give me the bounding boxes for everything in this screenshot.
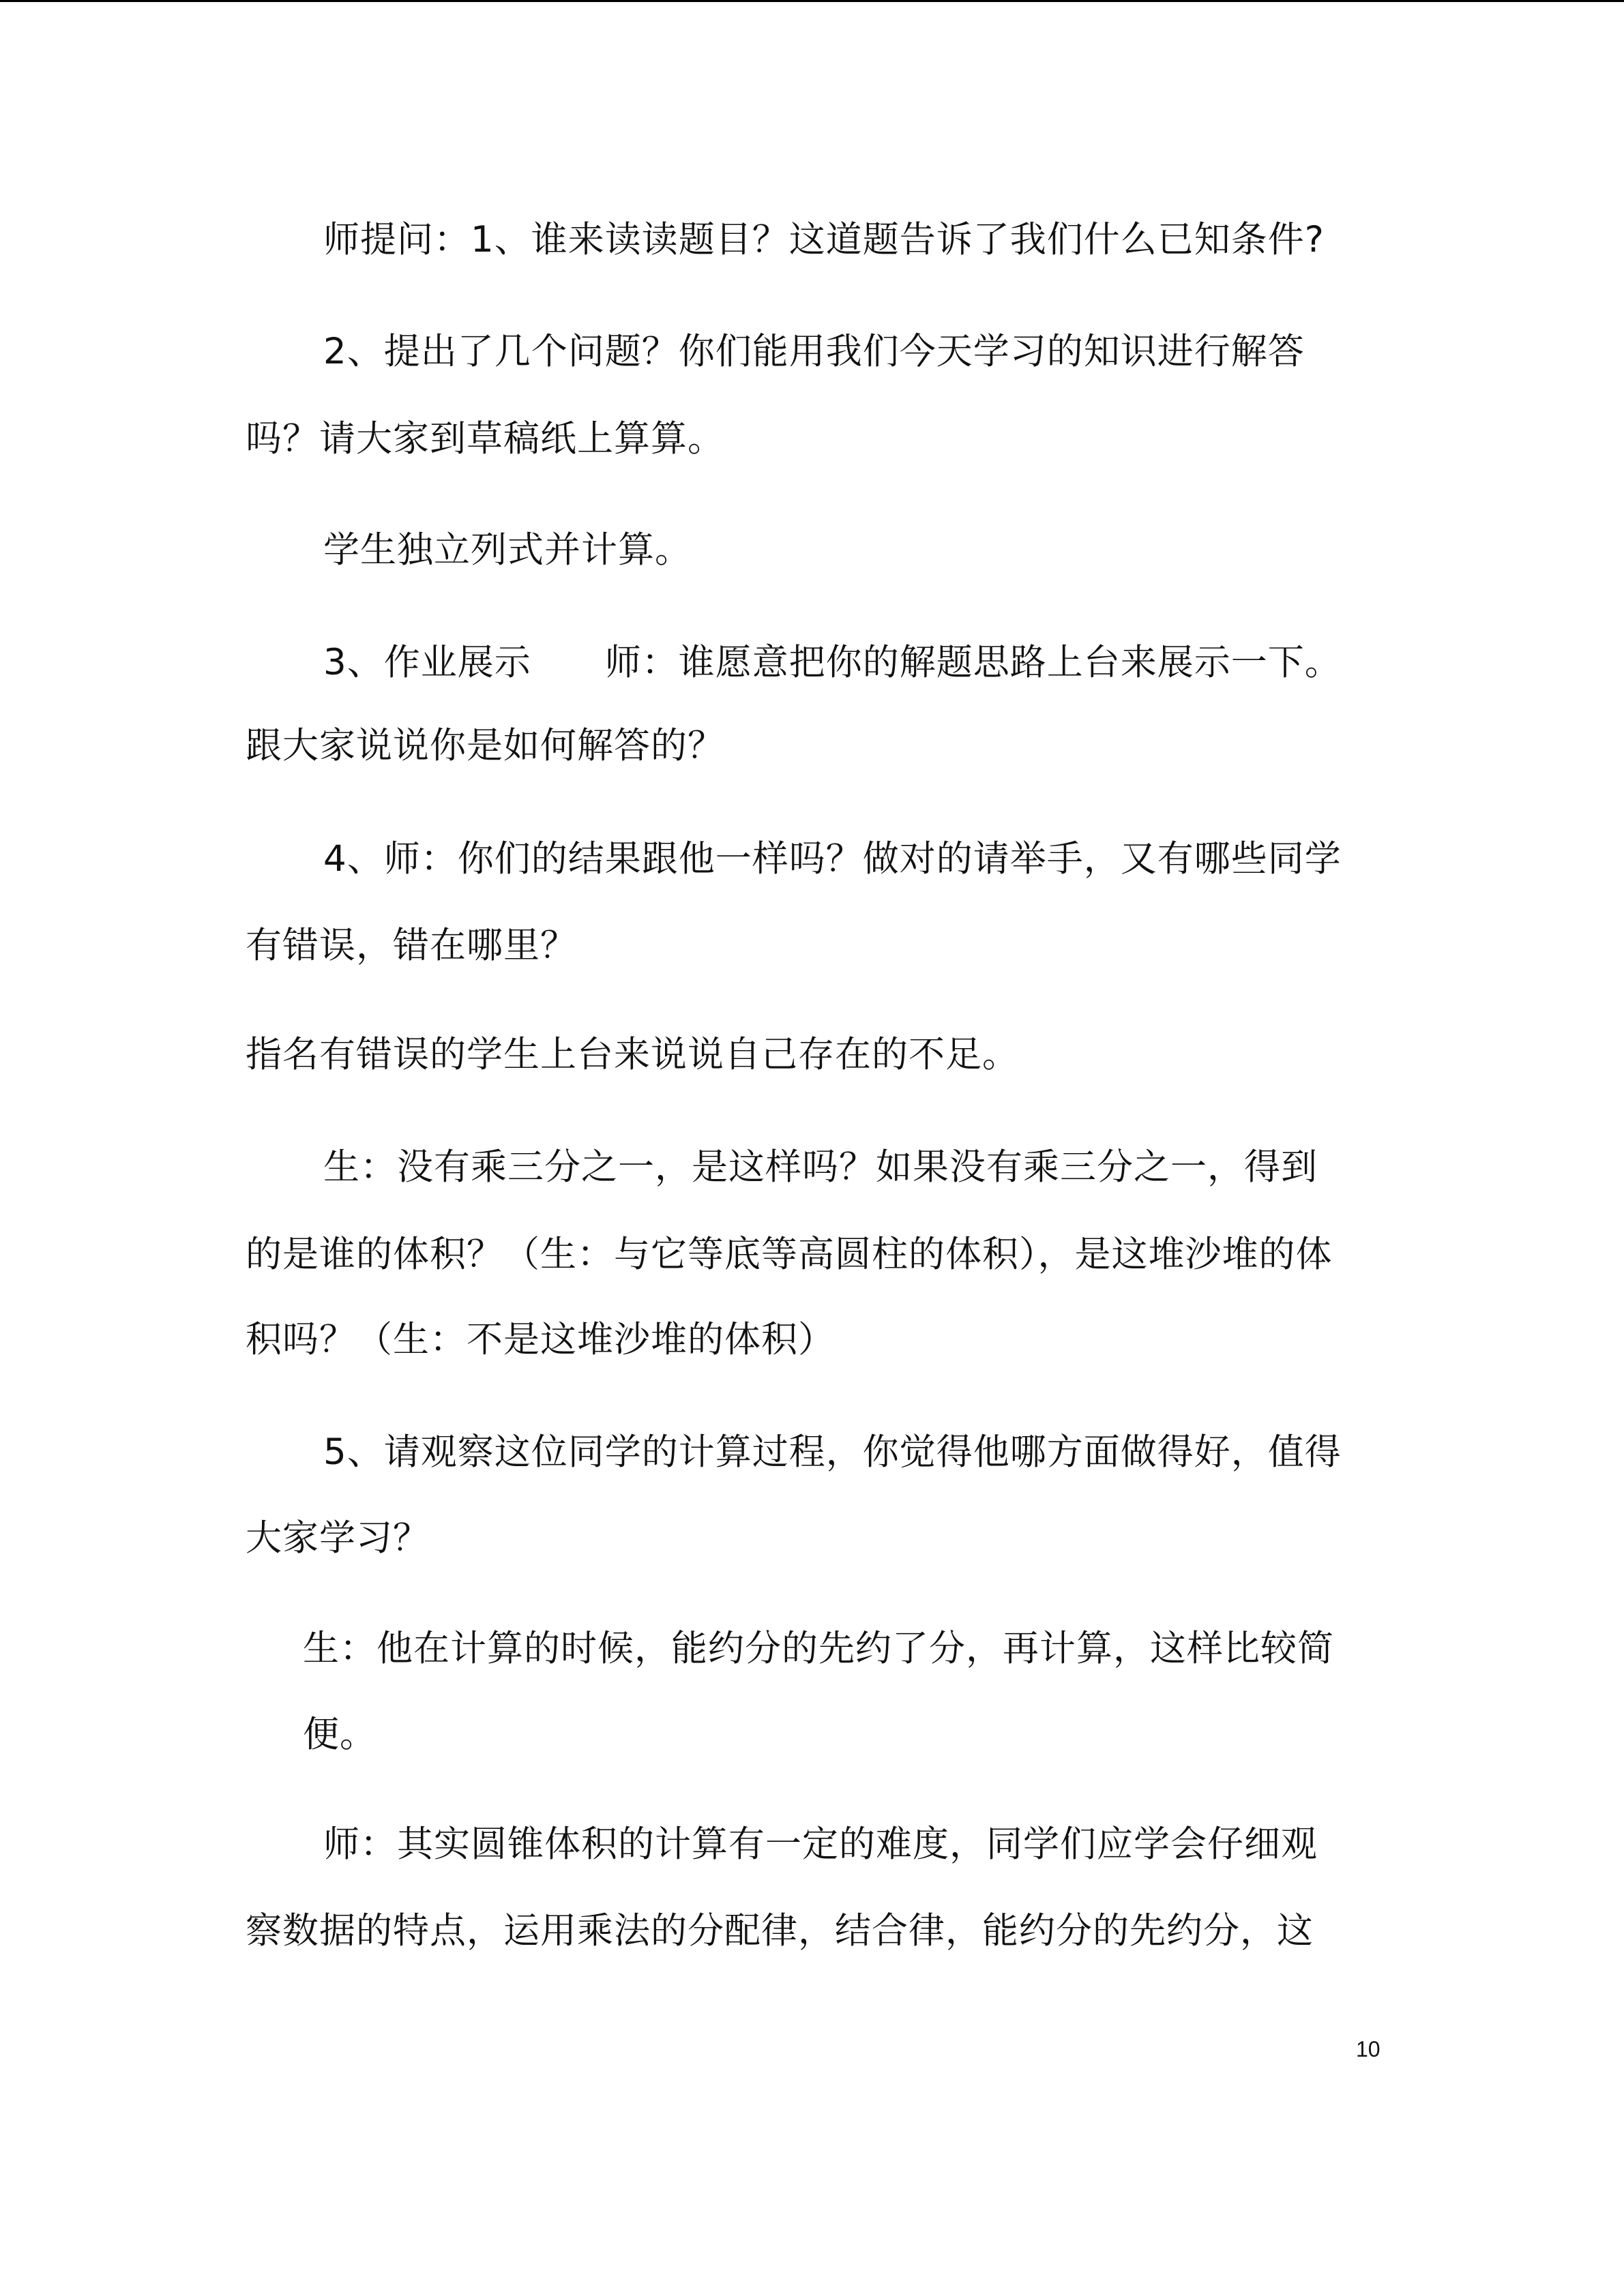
text-line: 师：其实圆锥体积的计算有一定的难度，同学们应学会仔细观 [323, 1823, 1318, 1865]
text-line: 吗？请大家到草稿纸上算算。 [246, 418, 724, 460]
text-line: 生：没有乘三分之一，是这样吗？如果没有乘三分之一，得到 [323, 1146, 1318, 1188]
text-line: 察数据的特点，运用乘法的分配律，结合律，能约分的先约分，这 [246, 1910, 1314, 1952]
text-line: 大家学习？ [246, 1517, 430, 1559]
text-line: 2、提出了几个问题？你们能用我们今天学习的知识进行解答 [323, 331, 1305, 372]
text-line: 学生独立列式并计算。 [323, 529, 692, 571]
text-line: 积吗？（生：不是这堆沙堆的体积） [246, 1319, 835, 1360]
text-line: 跟大家说说你是如何解答的？ [246, 725, 724, 766]
text-line: 生：他在计算的时候，能约分的先约了分，再计算，这样比较简 [303, 1628, 1334, 1669]
text-line: 师提问：1、谁来读读题目？这道题告诉了我们什么已知条件? [323, 219, 1325, 260]
text-line: 5、请观察这位同学的计算过程，你觉得他哪方面做得好，值得 [323, 1431, 1342, 1473]
text-line: 的是谁的体积？（生：与它等底等高圆柱的体积），是这堆沙堆的体 [246, 1234, 1333, 1275]
text-line: 3、作业展示 师：谁愿意把你的解题思路上台来展示一下。 [323, 642, 1342, 683]
page-number: 10 [1356, 2037, 1381, 2061]
text-line: 4、师：你们的结果跟他一样吗？做对的请举手，又有哪些同学 [323, 838, 1342, 880]
top-border-line [0, 0, 1624, 2]
text-line: 有错误，错在哪里？ [246, 925, 577, 966]
text-line: 便。 [303, 1714, 377, 1755]
text-line: 指名有错误的学生上台来说说自己存在的不足。 [246, 1034, 1019, 1075]
